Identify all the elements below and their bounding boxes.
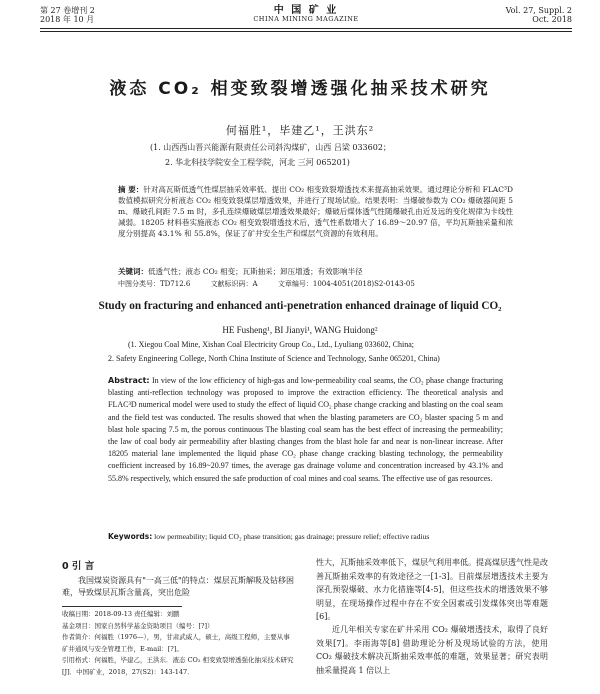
affiliation-cn-2: 2. 华北科技学院安全工程学院，河北 三河 065201)	[165, 158, 350, 167]
header-rule-top	[40, 28, 572, 29]
footnote-funding: 基金项目：国家自然科学基金资助项目（编号：[?]）	[62, 621, 214, 630]
authors-cn: 何福胜¹，毕建乙¹，王洪东²	[225, 124, 375, 137]
running-head	[40, 6, 572, 26]
footnote-received: 收稿日期：2018-09-13 责任编辑：刘鹏	[62, 610, 180, 618]
header-rule-bottom	[40, 31, 572, 32]
journal-volume-info: 第 27 卷增刊 2 2018 年 10 月	[40, 6, 95, 24]
abstract-cn	[118, 184, 513, 239]
affiliation-en-2: 2. Safety Engineering College, North China Institute of Science and Technology, Sanhe 065201, China)	[108, 354, 440, 363]
abstract-en-text: In view of the low efficiency of high-gas and low-permeability coal seams, the CO₂ phase change fracturing blasting anti-reflection technology was proposed to improve the extraction efficiency. The theoretical analysis and FLAC³D numerical model were used to study the effect of liquid CO₂ phase change cracking and blasting on the coal seam and the field test was conducted. The results showed that when the blasting parameters are CO₂ blaster spacing 5 m and blast hole spacing 7.5 m, the porous continuous The blasting coal seam has the best effect of increasing the permeability; the law of coal body air permeability after blasting changes from the blast hole far and near is non-linear increase. After 18205 material lane implemented the liquid phase CO₂ phase change cracking blasting technology, the permeability coefficient increased by 16.89~20.97 times, the average gas drainage volume and concentration increased by 43.1% and 55.8% respectively, which ensured the safe production of coal mines and coal seams. The effective use of gas resources.	[108, 376, 504, 483]
abstract-cn-text: 针对高瓦斯低透气性煤层抽采效率低、提出 CO₂ 相变致裂增透技术来提高抽采效果。通过理论分析和 FLAC³D 数值模拟研究分析液态 CO₂ 相变致裂煤层增透效果，并进行了现场试验。结果表明：当爆破参数为 CO₂ 爆破器间距 5 m、爆破孔间距 7.5 m 时，多孔连续爆破煤层增透效果最好；爆破后煤体透气性随爆破孔由近及远的变化规律为卡线性减弱。18205 材料巷实施液态 CO₂ 相变致裂增透技术后，透气性系数增大了 16.89～20.97 倍，平均瓦斯抽采量和浓度分别提高 43.1% 和 55.8%，保证了矿井安全生产和煤层气资源的有效利用。	[118, 185, 513, 238]
footnote-citation: 引用格式：何福胜，毕建乙，王洪东．液态 CO₂ 相变致裂增透强化抽采技术研究[J]．中国矿业，2018，27(S2)：143-147．	[62, 656, 294, 676]
keywords-en-text: low permeability; liquid CO₂ phase transition; gas drainage; pressure relief; effective radius	[154, 532, 430, 541]
abstract-en-label: Abstract:	[108, 376, 150, 385]
keywords-en-label: Keywords:	[108, 532, 153, 541]
footnote-author-bio: 作者简介：何福胜（1976—），男，甘肃武威人，硕士，高级工程师，主要从事矿井通风与安全管理工作，E-mail：[?]。	[62, 633, 290, 653]
footnote-rule	[62, 606, 182, 607]
clc-number: 中图分类号：TD712.6	[118, 280, 191, 288]
journal-title: 中 国 矿 业 CHINA MINING MAGAZINE	[253, 5, 359, 23]
article-number: 文章编号：1004-4051(2018)S2-0143-05	[277, 280, 415, 288]
keywords-en	[108, 532, 518, 541]
keywords-cn-text: 低透气性；液态 CO₂ 相变；瓦斯抽采；卸压增透；有效影响半径	[148, 267, 363, 276]
intro-paragraph-right-1: 性大，瓦斯抽采效率低下，煤层气利用率低。提高煤层透气性是改善瓦斯抽采效率的有效途径之一[1-3]。目前煤层增透技术主要为深孔预裂爆破、水力化措施等[4-5]，但这些技术的增透效果不够明显，在现场操作过程中存在不安全因素或引发煤体突出等难题[6]。	[316, 558, 548, 621]
keywords-cn	[118, 266, 513, 277]
intro-paragraph-left: 我国煤炭资源具有"一高三低"的特点：煤层瓦斯解吸及钻移困难，导致煤层瓦斯含量高，突出危险	[62, 576, 294, 597]
section-heading-introduction: 0 引 言	[62, 561, 95, 572]
document-code: 文献标识码：A	[210, 280, 258, 288]
abstract-en	[108, 375, 503, 485]
footnotes	[62, 609, 294, 678]
authors-en: HE Fusheng¹, BI Jianyi¹, WANG Huidong²	[222, 325, 378, 335]
journal-volume-info-en: Vol. 27, Suppl. 2 Oct. 2018	[505, 6, 572, 24]
classification-ids	[118, 279, 538, 289]
title-cn: 液态 CO₂ 相变致裂增透强化抽采技术研究	[109, 79, 491, 99]
keywords-cn-label: 关键词：	[118, 267, 148, 276]
intro-paragraph-right-2: 近几年相关专家在矿井采用 CO₂ 爆破增透技术，取得了良好效果[7]。李雨海等[8] 借助理论分析及现场试验的方法，使用 CO₂ 爆破技术解决瓦斯抽采效率低的难题，效果显著；研究表明抽采量提高 1 倍以上	[316, 625, 548, 675]
title-en: Study on fracturing and enhanced anti-penetration enhanced drainage of liquid CO₂	[98, 300, 502, 312]
affiliation-en-1: (1. Xiegou Coal Mine, Xishan Coal Electricity Group Co., Ltd., Lyuliang 033602, China;	[128, 340, 414, 349]
abstract-cn-label: 摘 要：	[118, 185, 144, 194]
affiliation-cn-1: (1. 山西西山晋兴能源有限责任公司斜沟煤矿，山西 吕梁 033602；	[150, 143, 391, 152]
